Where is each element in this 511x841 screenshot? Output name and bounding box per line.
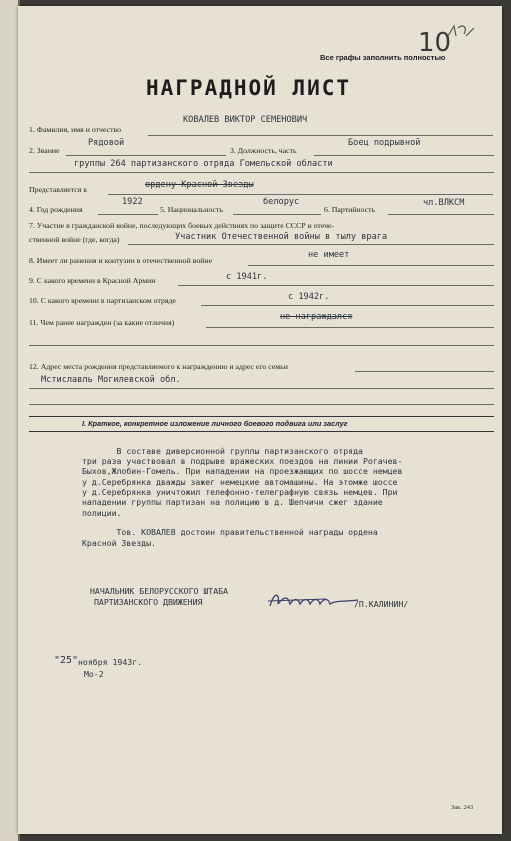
- field-7-label-b: ственной войне (где, когда): [29, 235, 120, 244]
- field-4-line: [98, 214, 158, 215]
- field-5-value: белорус: [263, 197, 300, 207]
- field-12-value: Мстиславль Могилевской обл.: [41, 375, 181, 385]
- field-3-value: Боец подрывной: [348, 138, 421, 148]
- presented-label: Представляется к: [29, 185, 88, 194]
- date-day: "25": [54, 655, 79, 666]
- signature-title-line-2: ПАРТИЗАНСКОГО ДВИЖЕНИЯ: [94, 597, 203, 607]
- signature-name: /П.КАЛИНИН/: [354, 599, 409, 609]
- field-12-line: [355, 371, 494, 372]
- section-title: I. Краткое, конкретное изложение личного боевого подвига или заслуг: [82, 419, 348, 428]
- narrative-line: нападении группы партизан на полицию в д. Шепчичи сжег здание: [82, 497, 383, 507]
- narrative-line: полиции.: [82, 508, 122, 518]
- narrative-line: В составе диверсионной группы партизанского отряда: [82, 446, 363, 456]
- field-2-label: 2. Звание: [29, 146, 60, 155]
- field-2-line: [66, 155, 226, 156]
- binding-spine: [0, 0, 20, 841]
- field-11-line: [206, 327, 494, 328]
- field-9-value: с 1941г.: [226, 272, 268, 282]
- header-note: Все графы заполнить полностью: [320, 53, 446, 62]
- footer-order-number: Зак. 243: [451, 804, 474, 811]
- presented-value: ордену Красной Звезды: [145, 180, 254, 190]
- field-1-value: КОВАЛЕВ ВИКТОР СЕМЕНОВИЧ: [183, 115, 308, 125]
- field-6-label: 6. Партийность: [324, 205, 376, 214]
- archive-mark-icon: [446, 22, 476, 44]
- field-8-label: 8. Имеет ли ранения и контузии в отечественной войне: [29, 256, 213, 265]
- field-12-line-2: [29, 388, 494, 389]
- field-2-value: Рядовой: [88, 138, 125, 148]
- blank-line-1: [29, 345, 494, 346]
- page-title: НАГРАДНОЙ ЛИСТ: [146, 76, 352, 100]
- field-3-cont-line: [29, 172, 494, 173]
- field-3-label: 3. Должность, часть: [230, 146, 297, 155]
- narrative-line: три раза участвовал в подрыве вражеских поездов на линии Рогачев-: [82, 456, 403, 466]
- field-5-line: [233, 214, 321, 215]
- narrative-line: Красной Звезды.: [82, 538, 156, 548]
- field-7-value: Участник Отечественной войны в тылу врага: [175, 232, 388, 242]
- field-8-line: [248, 265, 494, 266]
- field-10-label: 10. С какого времени в партизанском отряде: [29, 296, 176, 305]
- blank-line-2: [29, 404, 494, 405]
- field-11-label: 11. Чем ранее награжден (за какие отличия): [29, 318, 175, 327]
- signature-title-line-1: НАЧАЛЬНИК БЕЛОРУССКОГО ШТАБА: [90, 586, 229, 596]
- section-top-rule: [29, 416, 494, 417]
- field-3-value-cont: группы 264 партизанского отряда Гомельской области: [74, 159, 333, 169]
- field-8-value: не имеет: [308, 250, 350, 260]
- field-10-line: [201, 305, 494, 306]
- presented-line: [108, 194, 493, 195]
- field-4-label: 4. Год рождения: [29, 205, 83, 214]
- field-1-label: 1. Фамилия, имя и отчество: [29, 125, 122, 134]
- field-1-line: [148, 135, 493, 136]
- field-6-value: чл.ВЛКСМ: [423, 198, 465, 208]
- field-9-line: [178, 285, 494, 286]
- narrative-line: у д.Серебрянка уничтожил телефонно-телеграфную связь немцев. При: [82, 487, 398, 497]
- narrative-line: Тов. КОВАЛЕВ достоин правительственной награды ордена: [82, 527, 378, 537]
- narrative-line: у д.Серебрянка дважды зажег немецкие автомашины. На этомже шоссе: [82, 477, 398, 487]
- field-5-label: 5. Национальность: [160, 205, 223, 214]
- narrative-line: Быхов,Жлобин-Гомель. При нападении на проезжающих по шоссе немцев: [82, 466, 403, 476]
- field-3-line: [314, 155, 494, 156]
- field-7-label-a: 7. Участие в гражданской войне, последующих боевых действиях по защите СССР и отече-: [29, 221, 335, 230]
- field-11-value: не награждался: [280, 312, 353, 322]
- field-12-label: 12. Адрес места рождения представляемого к награждению и адрес его семьи: [29, 362, 288, 371]
- handwritten-signature-icon: [266, 590, 366, 612]
- field-7-line: [128, 244, 494, 245]
- field-9-label: 9. С какого времени в Красной Армии: [29, 276, 156, 285]
- archive-number: 10: [418, 28, 452, 58]
- section-bottom-rule: [29, 431, 494, 432]
- award-sheet: [18, 6, 502, 834]
- field-4-value: 1922: [122, 197, 143, 207]
- field-10-value: с 1942г.: [288, 292, 330, 302]
- date-month-year: ноября 1943г.: [78, 657, 143, 667]
- field-6-line: [388, 214, 494, 215]
- date-place: Мо-2: [84, 669, 104, 679]
